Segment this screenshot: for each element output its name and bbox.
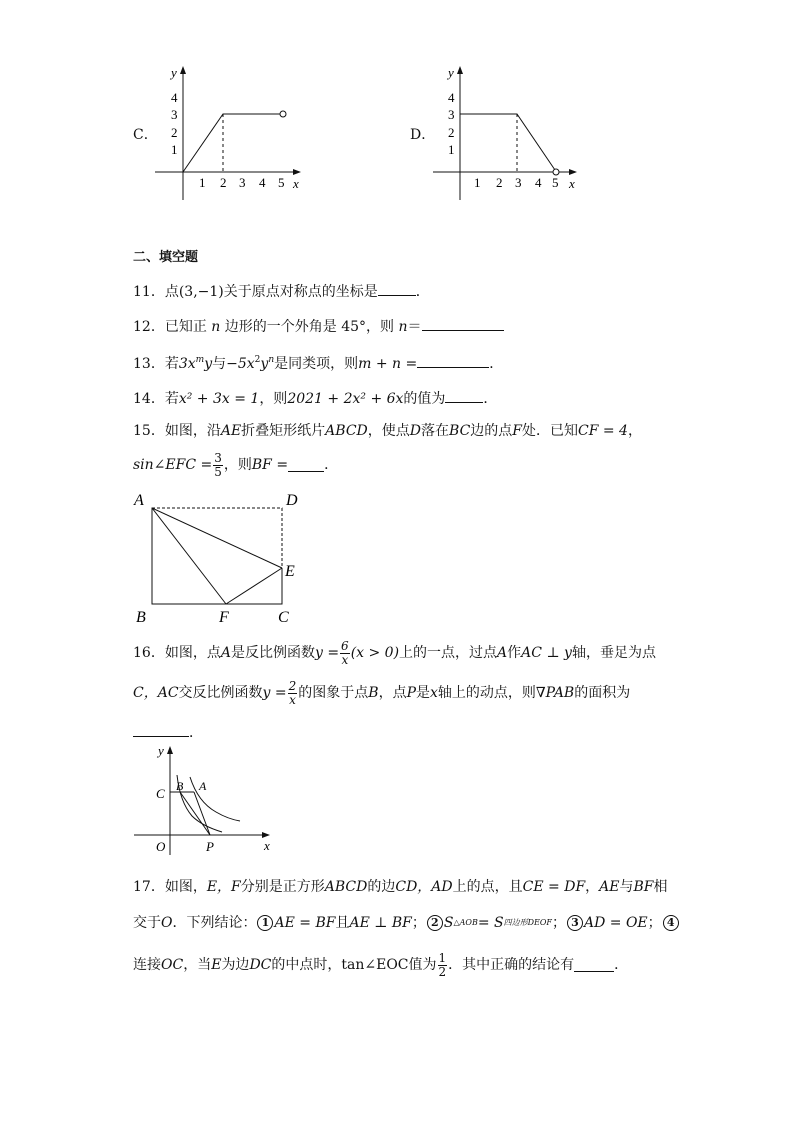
y-tick: 1 bbox=[448, 142, 455, 157]
y-tick: 3 bbox=[448, 107, 455, 122]
x-axis-label: x bbox=[264, 838, 270, 853]
circled-number: 2 bbox=[427, 915, 443, 931]
x-axis-label: x bbox=[293, 176, 299, 191]
circled-number: 4 bbox=[663, 915, 679, 931]
point-c: C bbox=[156, 786, 165, 801]
y-tick: 2 bbox=[448, 125, 455, 140]
graph-d bbox=[428, 60, 588, 205]
rectangle-fold-figure bbox=[128, 488, 313, 628]
y-axis-label: y bbox=[158, 743, 164, 758]
question-17-line-3: 连接 OC ，当 E 为边 DC 的中点时， tan∠EOC 值为 $\frac{1}{2}$ ．其中正确的结论有 ． bbox=[133, 951, 629, 979]
question-16-line-2: C， AC 交反比例函数 y = $\frac{2}{x}$ 的图象于点 B ，点 P 是 x 轴上的动点，则 ∇PAB 的面积为 bbox=[133, 679, 631, 707]
circled-number: 3 bbox=[567, 915, 583, 931]
y-tick: 1 bbox=[171, 142, 178, 157]
point-p: P bbox=[206, 839, 214, 854]
point-f: F bbox=[219, 609, 229, 626]
option-d-label[interactable]: D． bbox=[410, 127, 436, 143]
question-17-line-2: 交于 O ．下列结论： 1 AE = BF 且 AE ⊥ BF ； 2 S △AOB = S 四边形DEOF ； 3 AD = OE ； 4 bbox=[133, 915, 680, 931]
x-tick: 5 bbox=[552, 175, 559, 190]
y-tick: 4 bbox=[171, 90, 178, 105]
x-tick: 5 bbox=[278, 175, 285, 190]
option-c-label[interactable]: C． bbox=[133, 127, 158, 143]
x-tick: 1 bbox=[199, 175, 206, 190]
y-tick: 4 bbox=[448, 90, 455, 105]
x-tick: 4 bbox=[535, 175, 542, 190]
question-15-line-1: 15．如图，沿AE折叠矩形纸片ABCD，使点D落在BC边的点F处．已知CF = 4， bbox=[133, 423, 642, 439]
y-tick: 3 bbox=[171, 107, 178, 122]
circled-number: 1 bbox=[257, 915, 273, 931]
y-tick: 2 bbox=[171, 125, 178, 140]
point-d: D bbox=[286, 492, 298, 509]
point-b: B bbox=[176, 779, 184, 793]
answer-blank[interactable] bbox=[378, 283, 416, 296]
x-axis-label: x bbox=[569, 176, 575, 191]
inverse-function-figure bbox=[130, 742, 278, 857]
x-tick: 2 bbox=[496, 175, 503, 190]
answer-blank[interactable] bbox=[422, 318, 504, 331]
answer-blank[interactable] bbox=[288, 459, 324, 472]
question-11: 11．点(3,−1)关于原点对称点的坐标是 ． bbox=[133, 284, 430, 300]
question-15-line-2: sin∠EFC = $\frac{3}{5}$ ，则 BF = ． bbox=[133, 451, 339, 479]
graph-c bbox=[150, 60, 310, 205]
x-tick: 4 bbox=[259, 175, 266, 190]
question-14: 14．若x² + 3x = 1，则2021 + 2x² + 6x的值为 ． bbox=[133, 391, 498, 407]
y-axis-label: y bbox=[171, 65, 177, 80]
point-e: E bbox=[285, 563, 295, 580]
question-13: 13．若$3x^my$与$-5x^2y^n$是同类项，则m + n = ． bbox=[133, 355, 504, 372]
y-axis-label: y bbox=[448, 65, 454, 80]
x-tick: 1 bbox=[474, 175, 481, 190]
answer-blank[interactable] bbox=[417, 355, 489, 368]
origin-o: O bbox=[156, 839, 166, 854]
point-a: A bbox=[199, 779, 207, 793]
question-16-line-1: 16．如图，点 A 是反比例函数 y = $\frac{6}{x}$ (x > 0) 上的一点，过点 A 作 AC ⊥ y 轴，垂足为点 bbox=[133, 639, 656, 667]
question-16-line-3: ． bbox=[133, 724, 203, 740]
section-title: 二、填空题 bbox=[133, 250, 199, 265]
question-17-line-1: 17．如图，E，F分别是正方形ABCD的边CD，AD上的点，且CE = DF，AE与BF相 bbox=[133, 879, 668, 895]
x-tick: 2 bbox=[220, 175, 227, 190]
x-tick: 3 bbox=[515, 175, 522, 190]
fraction: $\frac{1}{2}$ bbox=[438, 951, 447, 979]
fraction: $\frac{2}{x}$ bbox=[288, 679, 297, 707]
point-c: C bbox=[278, 609, 289, 626]
fraction: $\frac{3}{5}$ bbox=[214, 451, 222, 479]
answer-blank[interactable] bbox=[574, 959, 614, 972]
point-b: B bbox=[136, 609, 146, 626]
answer-blank[interactable] bbox=[133, 724, 189, 737]
point-a: A bbox=[134, 492, 144, 509]
answer-blank[interactable] bbox=[445, 390, 483, 403]
fraction: $\frac{6}{x}$ bbox=[341, 639, 349, 667]
x-tick: 3 bbox=[239, 175, 246, 190]
question-12: 12．已知正 n 边形的一个外角是 45°，则 n＝ bbox=[133, 318, 504, 334]
